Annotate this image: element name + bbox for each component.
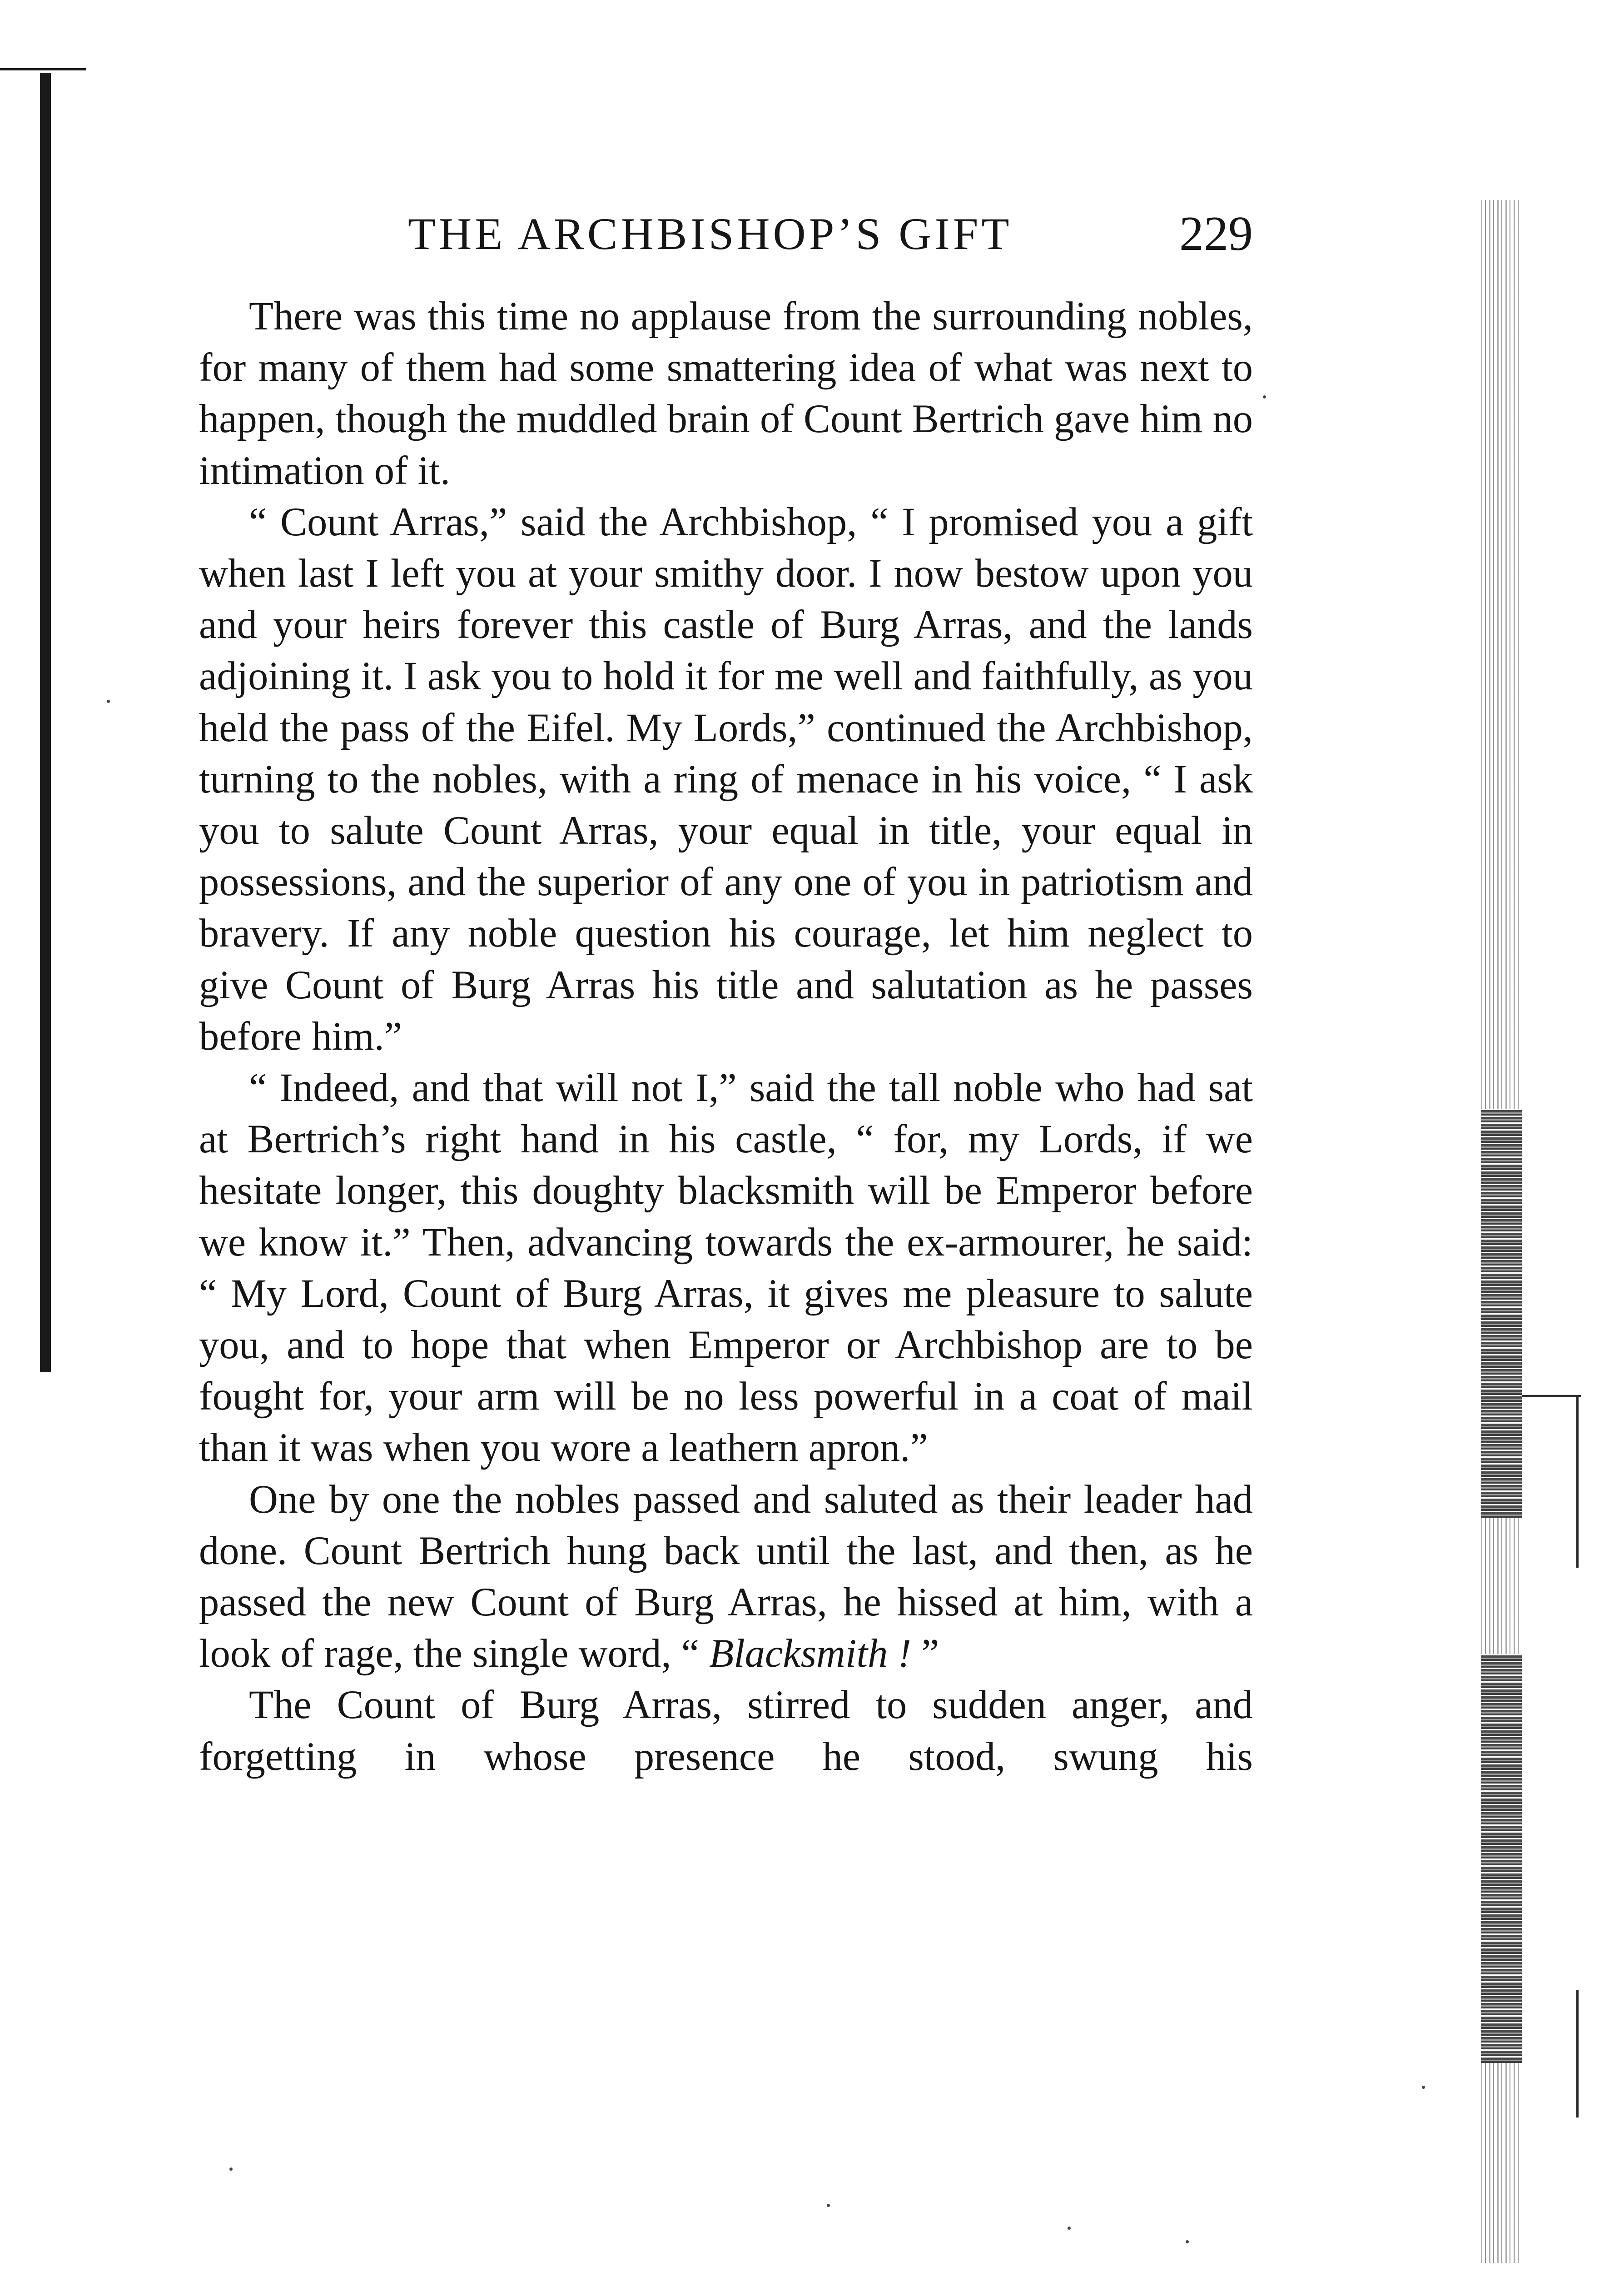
paragraph-text: ” xyxy=(911,1631,939,1676)
paragraph: “ Count Arras,” said the Archbishop, “ I promised you a gift when last I left you at your smithy door. I now bestow upon you and your heirs forever this castle of Burg Arras, and the lands adjoining it. I ask you to hold it for me well and faithfully, as you held the pass of the Eifel. My Lords,” continued the Archbishop, turning to the nobles, with a ring of menace in his voice, “ I ask you to salute Count Arras, your equal in title, your equal in possessions, and the superior of any one of you in patriotism and bravery. If any noble question his courage, let him neglect to give Count of Burg Arras his title and salutation as he passes before him.” xyxy=(199,499,1253,1059)
running-title: THE ARCHBISHOP’S GIFT xyxy=(408,209,1013,259)
italic-word: Blacksmith ! xyxy=(709,1631,911,1676)
scan-edge-tick xyxy=(1522,1395,1581,1397)
paragraph: There was this time no applause from the surrounding nobles, for many of them had some smattering idea of what was next to happen, though the muddled brain of Count Bertrich gave him no intimation of it. xyxy=(199,294,1253,493)
page-number: 229 xyxy=(1179,207,1253,261)
scan-edge-bar xyxy=(40,73,51,1372)
scan-edge-line xyxy=(1576,1990,1579,2118)
paragraph: “ Indeed, and that will not I,” said the tall noble who had sat at Bertrich’s right hand in his castle, “ for, my Lords, if we hesitate longer, this doughty blacksmith will be Emperor before we know it.” Then, advancing towards the ex-armourer, he said: “ My Lord, Count of Burg Arras, it gives me pleasure to salute you, and to hope that when Emperor or Archbishop are to be fought for, your arm will be no less powerful in a coat of mail than it was when you wore a leathern apron.” xyxy=(199,1066,1253,1470)
paragraph xyxy=(199,1474,1253,1680)
scan-edge-line xyxy=(1576,1395,1579,1568)
body-text xyxy=(199,291,1253,1783)
paragraph: The Count of Burg Arras, stirred to sudden anger, and forgetting in whose presence he stood, swung his xyxy=(199,1683,1253,1779)
paragraph-text: One by one the nobles passed and saluted as their leader had done. Count Bertrich hung back until the last, and then, as he passed the new Count of Burg Arras, he hissed at him, with a look of rage, the single word, “ xyxy=(199,1477,1253,1676)
scan-edge-cap xyxy=(0,68,86,70)
scan-edge-noise xyxy=(1481,200,1522,2263)
running-header xyxy=(199,202,1253,266)
